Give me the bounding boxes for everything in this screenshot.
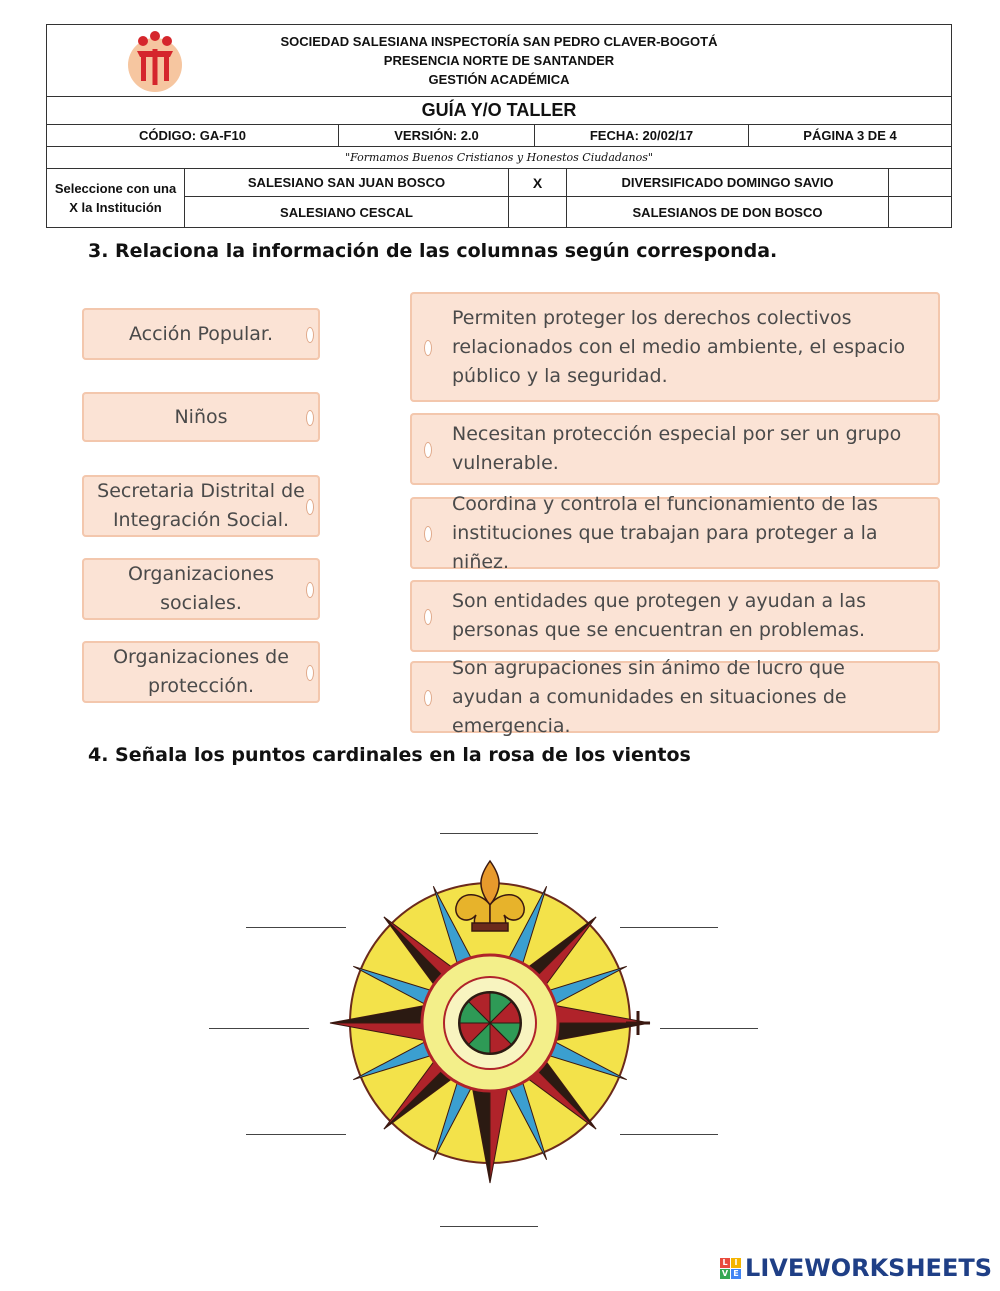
institution-mark-4[interactable] [889,197,951,227]
header-line-3: GESTIÓN ACADÉMICA [428,72,570,87]
institution-san-juan-bosco: SALESIANO SAN JUAN BOSCO [185,169,509,196]
question-4-title: 4. Señala los puntos cardinales en la rosa de los vientos [88,744,691,766]
institution-domingo-savio: DIVERSIFICADO DOMINGO SAVIO [567,169,889,196]
left-card-2[interactable]: Niños [82,392,320,442]
right-card-2[interactable]: Necesitan protección especial por ser un grupo vulnerable. [410,413,940,485]
blank-west[interactable] [209,1028,309,1029]
blank-north[interactable] [440,833,538,834]
page-cell: PÁGINA 3 DE 4 [803,128,897,143]
date-cell: FECHA: 20/02/17 [535,125,749,146]
left-card-5[interactable]: Organizaciones de protección. [82,641,320,703]
header-line-2: PRESENCIA NORTE DE SANTANDER [383,53,615,68]
guide-title: GUÍA Y/O TALLER [421,100,577,120]
institution-mark-3[interactable] [509,197,567,227]
liveworksheets-brand[interactable] [720,1254,992,1282]
right-card-5[interactable]: Son agrupaciones sin ánimo de lucro que ayudan a comunidades en situaciones de emergencia. [410,661,940,733]
institution-select-label: Seleccione con una X la Institución [47,169,185,227]
question-3-title: 3. Relaciona la información de las columnas según corresponda. [88,240,778,262]
right-card-4[interactable]: Son entidades que protegen y ayudan a las personas que se encuentran en problemas. [410,580,940,652]
institution-cescal: SALESIANO CESCAL [185,197,509,227]
header-title-row [47,97,951,125]
code-cell: CÓDIGO: GA-F10 [47,125,339,146]
blank-east[interactable] [660,1028,758,1029]
header-top-row [47,25,951,97]
header-meta-row [47,125,951,147]
motto-row [47,147,951,169]
institution-mark-2[interactable] [889,169,951,196]
liveworksheets-logo-icon: L I V E [720,1258,741,1279]
left-card-3[interactable]: Secretaria Distrital de Integración Social. [82,475,320,537]
motto: "Formamos Buenos Cristianos y Honestos Ciudadanos" [345,151,653,164]
institution-mark-1[interactable]: X [509,169,567,196]
institution-row-1 [185,169,951,197]
header-line-1: SOCIEDAD SALESIANA INSPECTORÍA SAN PEDRO CLAVER-BOGOTÁ [280,34,718,49]
right-card-1[interactable]: Permiten proteger los derechos colectivos relacionados con el medio ambiente, el espacio público y la seguridad. [410,292,940,402]
header-table [46,24,952,228]
institution-don-bosco: SALESIANOS DE DON BOSCO [567,197,889,227]
left-card-4[interactable]: Organizaciones sociales. [82,558,320,620]
compass-rose-icon [325,858,655,1188]
blank-south[interactable] [440,1226,538,1227]
brand-text: LIVEWORKSHEETS [745,1254,992,1282]
left-card-1[interactable]: Acción Popular. [82,308,320,360]
right-card-3[interactable]: Coordina y controla el funcionamiento de las instituciones que trabajan para proteger a la niñez. [410,497,940,569]
institution-row-2 [185,197,951,227]
version-cell: VERSIÓN: 2.0 [339,125,535,146]
